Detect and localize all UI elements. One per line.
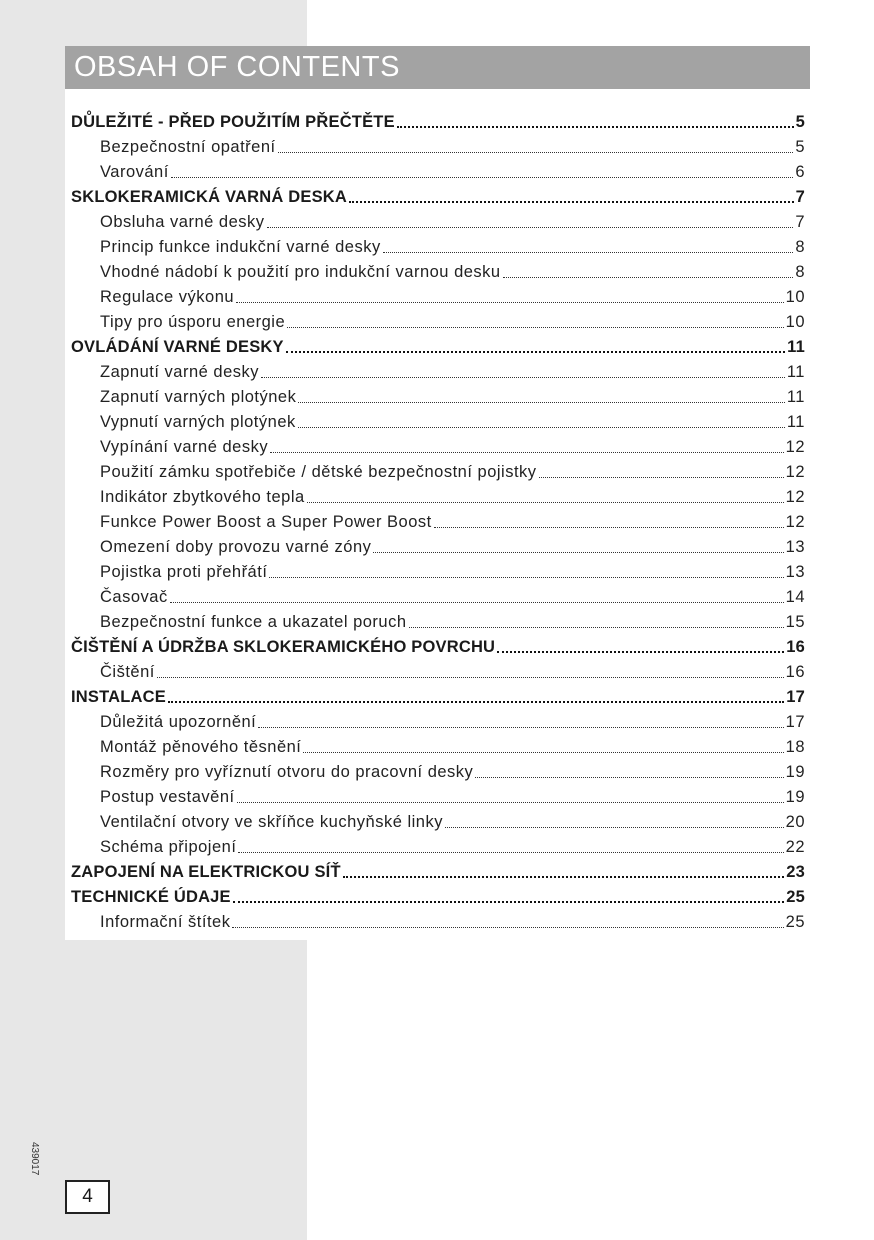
toc-entry-page: 7 [795, 188, 805, 206]
toc-entry-label: Indikátor zbytkového tepla [100, 488, 305, 506]
toc-entry-page: 22 [785, 838, 805, 856]
toc-subsection-entry[interactable] [71, 507, 805, 532]
toc-entry-page: 20 [785, 813, 805, 831]
toc-subsection-entry[interactable] [71, 582, 805, 607]
toc-entry-label: Funkce Power Boost a Super Power Boost [100, 513, 432, 531]
dot-leader [233, 900, 784, 903]
dot-leader [287, 326, 783, 328]
toc-entry-page: 15 [785, 613, 805, 631]
dot-leader [373, 551, 783, 553]
toc-entry-page: 10 [785, 313, 805, 331]
dot-leader [503, 276, 794, 278]
dot-leader [286, 350, 785, 353]
toc-entry-label: DŮLEŽITÉ - PŘED POUŽITÍM PŘEČTĚTE [71, 113, 395, 131]
toc-entry-page: 6 [795, 163, 805, 181]
dot-leader [261, 376, 785, 378]
dot-leader [258, 726, 783, 728]
toc-entry-page: 16 [785, 663, 805, 681]
dot-leader [497, 650, 784, 653]
toc-subsection-entry[interactable] [71, 407, 805, 432]
dot-leader [445, 826, 784, 828]
toc-subsection-entry[interactable] [71, 607, 805, 632]
toc-entry-label: ZAPOJENÍ NA ELEKTRICKOU SÍŤ [71, 863, 341, 881]
toc-entry-label: Vypínání varné desky [100, 438, 269, 456]
dot-leader [236, 301, 784, 303]
toc-entry-label: Obsluha varné desky [100, 213, 265, 231]
toc-entry-label: Princip funkce indukční varné desky [100, 238, 381, 256]
toc-entry-label: Použití zámku spotřebiče / dětské bezpečnostní pojistky [100, 463, 537, 481]
toc-entry-label: Důležitá upozornění [100, 713, 257, 731]
toc-entry-page: 23 [786, 863, 805, 881]
table-of-contents [71, 107, 805, 932]
toc-entry-page: 5 [795, 113, 805, 131]
toc-entry-label: Bezpečnostní funkce a ukazatel poruch [100, 613, 407, 631]
toc-entry-label: Regulace výkonu [100, 288, 235, 306]
dot-leader [168, 700, 784, 703]
dot-leader [349, 200, 794, 203]
dot-leader [475, 776, 783, 778]
toc-entry-label: Tipy pro úsporu energie [100, 313, 286, 331]
toc-subsection-entry[interactable] [71, 432, 805, 457]
toc-entry-page: 8 [795, 238, 805, 256]
toc-entry-label: Postup vestavění [100, 788, 235, 806]
title-bar [65, 46, 810, 89]
toc-subsection-entry[interactable] [71, 282, 805, 307]
toc-subsection-entry[interactable] [71, 157, 805, 182]
toc-entry-page: 11 [787, 338, 805, 356]
toc-entry-page: 12 [785, 488, 805, 506]
dot-leader [539, 476, 784, 478]
dot-leader [307, 501, 784, 503]
toc-entry-label: Časovač [100, 588, 168, 606]
dot-leader [343, 875, 785, 878]
toc-entry-label: Vypnutí varných plotýnek [100, 413, 296, 431]
dot-leader [383, 251, 794, 253]
toc-subsection-entry[interactable] [71, 532, 805, 557]
dot-leader [409, 626, 784, 628]
toc-entry-label: Informační štítek [100, 913, 231, 931]
toc-entry-page: 19 [785, 788, 805, 806]
toc-section-entry[interactable] [71, 857, 805, 882]
toc-entry-label: Rozměry pro vyříznutí otvoru do pracovní desky [100, 763, 474, 781]
toc-subsection-entry[interactable] [71, 357, 805, 382]
toc-section-entry[interactable] [71, 182, 805, 207]
toc-entry-label: Omezení doby provozu varné zóny [100, 538, 372, 556]
toc-entry-page: 25 [786, 888, 805, 906]
page-number-box [65, 1180, 110, 1214]
toc-subsection-entry[interactable] [71, 382, 805, 407]
toc-subsection-entry[interactable] [71, 307, 805, 332]
toc-subsection-entry[interactable] [71, 832, 805, 857]
toc-section-entry[interactable] [71, 882, 805, 907]
toc-entry-label: Schéma připojení [100, 838, 237, 856]
toc-entry-label: Pojistka proti přehřátí [100, 563, 268, 581]
toc-entry-label: OVLÁDÁNÍ VARNÉ DESKY [71, 338, 284, 356]
toc-subsection-entry[interactable] [71, 782, 805, 807]
toc-entry-page: 25 [785, 913, 805, 931]
toc-entry-page: 13 [785, 538, 805, 556]
toc-subsection-entry[interactable] [71, 232, 805, 257]
toc-entry-label: Bezpečnostní opatření [100, 138, 276, 156]
dot-leader [232, 926, 783, 928]
page-title: OBSAH OF CONTENTS [74, 51, 400, 83]
toc-entry-page: 5 [795, 138, 805, 156]
toc-entry-label: SKLOKERAMICKÁ VARNÁ DESKA [71, 188, 348, 206]
toc-entry-page: 7 [795, 213, 805, 231]
toc-entry-page: 8 [795, 263, 805, 281]
toc-entry-page: 19 [785, 763, 805, 781]
dot-leader [238, 851, 783, 853]
toc-entry-label: Zapnutí varné desky [100, 363, 259, 381]
toc-entry-page: 12 [785, 463, 805, 481]
toc-entry-page: 12 [785, 438, 805, 456]
dot-leader [434, 526, 784, 528]
toc-section-entry[interactable] [71, 632, 805, 657]
toc-entry-page: 10 [785, 288, 805, 306]
toc-section-entry[interactable] [71, 682, 805, 707]
toc-entry-label: Zapnutí varných plotýnek [100, 388, 297, 406]
dot-leader [303, 751, 783, 753]
toc-entry-page: 11 [786, 388, 805, 406]
toc-subsection-entry[interactable] [71, 457, 805, 482]
toc-subsection-entry[interactable] [71, 907, 805, 932]
toc-entry-page: 16 [786, 638, 805, 656]
toc-entry-label: ČIŠTĚNÍ A ÚDRŽBA SKLOKERAMICKÉHO POVRCHU [71, 638, 496, 656]
page-number: 4 [82, 1186, 93, 1207]
toc-entry-page: 14 [785, 588, 805, 606]
toc-entry-label: INSTALACE [71, 688, 166, 706]
toc-entry-page: 17 [786, 688, 805, 706]
dot-leader [298, 426, 785, 428]
toc-entry-label: Čištění [100, 663, 155, 681]
document-code: 439017 [29, 1142, 40, 1176]
toc-subsection-entry[interactable] [71, 807, 805, 832]
toc-subsection-entry[interactable] [71, 757, 805, 782]
dot-leader [267, 226, 794, 228]
dot-leader [397, 125, 794, 128]
dot-leader [237, 801, 784, 803]
toc-section-entry[interactable] [71, 332, 805, 357]
toc-subsection-entry[interactable] [71, 732, 805, 757]
dot-leader [269, 576, 783, 578]
dot-leader [171, 176, 793, 178]
toc-entry-label: TECHNICKÉ ÚDAJE [71, 888, 231, 906]
dot-leader [170, 601, 784, 603]
toc-entry-page: 11 [786, 413, 805, 431]
dot-leader [298, 401, 785, 403]
toc-entry-label: Varování [100, 163, 169, 181]
toc-entry-label: Vhodné nádobí k použití pro indukční varnou desku [100, 263, 501, 281]
toc-section-entry[interactable] [71, 107, 805, 132]
toc-entry-page: 18 [785, 738, 805, 756]
toc-entry-page: 17 [785, 713, 805, 731]
toc-subsection-entry[interactable] [71, 557, 805, 582]
toc-entry-page: 13 [785, 563, 805, 581]
dot-leader [157, 676, 784, 678]
toc-entry-label: Ventilační otvory ve skříňce kuchyňské linky [100, 813, 443, 831]
toc-subsection-entry[interactable] [71, 257, 805, 282]
toc-subsection-entry[interactable] [71, 207, 805, 232]
toc-entry-page: 11 [786, 363, 805, 381]
toc-subsection-entry[interactable] [71, 132, 805, 157]
toc-subsection-entry[interactable] [71, 482, 805, 507]
dot-leader [270, 451, 784, 453]
toc-entry-label: Montáž pěnového těsnění [100, 738, 302, 756]
toc-subsection-entry[interactable] [71, 657, 805, 682]
toc-subsection-entry[interactable] [71, 707, 805, 732]
dot-leader [278, 151, 794, 153]
toc-entry-page: 12 [785, 513, 805, 531]
